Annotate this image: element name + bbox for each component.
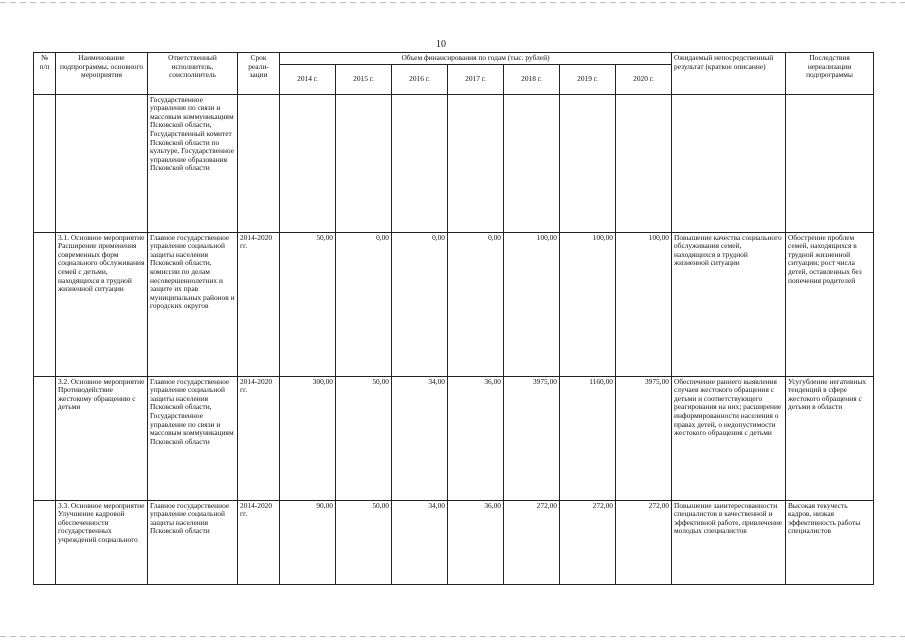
- header-consequences: Последствия нереализации подпрограммы: [786, 53, 874, 95]
- header-year-2020: 2020 г.: [616, 64, 672, 94]
- row-value-2016: 34,00: [392, 500, 448, 584]
- header-year-2016: 2016 г.: [392, 64, 448, 94]
- scan-edge-top: [0, 2, 905, 3]
- row-value-2018: 100,00: [504, 232, 560, 376]
- row-consequences: [786, 94, 874, 232]
- row-expected: Повышение заинтересованности специалистов в качественной и эффективной работе, привлечение молодых специалистов: [672, 500, 786, 584]
- row-responsible: Государственное управление по связи и массовым коммуникациям Псковской области, Государственный комитет Псковской области по культуре, Государственное управление образования Псковской области: [148, 94, 238, 232]
- row-value-2018: 272,00: [504, 500, 560, 584]
- funding-table-container: [33, 52, 874, 585]
- row-value-2014: 90,00: [280, 500, 336, 584]
- row-term: [238, 94, 280, 232]
- row-value-2019: 272,00: [560, 500, 616, 584]
- row-term: 2014-2020 гг.: [238, 500, 280, 584]
- header-year-2014: 2014 г.: [280, 64, 336, 94]
- row-term: 2014-2020 гг.: [238, 232, 280, 376]
- row-value-2020: 272,00: [616, 500, 672, 584]
- header-year-2017: 2017 г.: [448, 64, 504, 94]
- row-term: 2014-2020 гг.: [238, 376, 280, 500]
- row-value-2014: 50,00: [280, 232, 336, 376]
- row-value-2020: [616, 94, 672, 232]
- scan-edge-bottom: [0, 636, 905, 637]
- table-row: [34, 500, 874, 584]
- row-value-2016: 34,00: [392, 376, 448, 500]
- row-consequences: Высокая текучесть кадров, низкая эффективность работы специалистов: [786, 500, 874, 584]
- page-number: 10: [436, 39, 446, 50]
- row-value-2017: 0,00: [448, 232, 504, 376]
- header-year-2018: 2018 г.: [504, 64, 560, 94]
- row-name: 3.3. Основное мероприятие Улучшение кадровой обеспеченности государственных учреждений социального: [56, 500, 148, 584]
- header-funding: Объем финансирования по годам (тыс. рублей): [280, 53, 672, 65]
- row-num: [34, 94, 56, 232]
- row-name: 3.2. Основное мероприятие Противодействие жестокому обращению с детьми: [56, 376, 148, 500]
- row-value-2017: [448, 94, 504, 232]
- row-value-2015: 50,00: [336, 500, 392, 584]
- row-value-2019: 1160,00: [560, 376, 616, 500]
- row-responsible: Главное государственное управление социальной защиты населения Псковской области: [148, 500, 238, 584]
- header-expected: Ожидаемый непосредственный результат (краткое описание): [672, 53, 786, 95]
- row-value-2016: [392, 94, 448, 232]
- row-expected: Повышение качества социального обслуживания семей, находящихся в трудной жизненной ситуации: [672, 232, 786, 376]
- row-responsible: Главное государственное управление социальной защиты населения Псковской области, Государственное управление по связи и массовым коммуникациям Псковской области: [148, 376, 238, 500]
- row-responsible: Главное государственное управление социальной защиты населения Псковской области, комиссии по делам несовершеннолетних и защите их прав муниципальных районов и городских округов: [148, 232, 238, 376]
- row-name: 3.1. Основное мероприятие Расширение применения современных форм социального обслуживания семей с детьми, находящихся в трудной жизненной ситуации: [56, 232, 148, 376]
- header-responsible: Ответственный исполнитель, соисполнитель: [148, 53, 238, 95]
- row-value-2020: 3975,00: [616, 376, 672, 500]
- table-row: [34, 94, 874, 232]
- row-value-2017: 36,00: [448, 376, 504, 500]
- row-value-2016: 0,00: [392, 232, 448, 376]
- header-num: № п/п: [34, 53, 56, 95]
- row-expected: Обеспечение раннего выявления случаев жестокого обращения с детьми и соответствующего реагирования на них; расширение информированности населения о правах детей, о недопустимости жестокого обращения с детьми: [672, 376, 786, 500]
- row-num: [34, 232, 56, 376]
- row-value-2017: 36,00: [448, 500, 504, 584]
- row-value-2019: 100,00: [560, 232, 616, 376]
- row-name: [56, 94, 148, 232]
- row-expected: [672, 94, 786, 232]
- row-value-2015: 50,00: [336, 376, 392, 500]
- row-num: [34, 500, 56, 584]
- funding-table: [33, 52, 874, 585]
- row-value-2015: 0,00: [336, 232, 392, 376]
- row-consequences: Обострение проблем семей, находящихся в трудной жизненной ситуации; рост числа детей, оставленных без попечения родителей: [786, 232, 874, 376]
- row-consequences: Усугубление негативных тенденций в сфере жестокого обращения с детьми в области: [786, 376, 874, 500]
- row-value-2020: 100,00: [616, 232, 672, 376]
- row-value-2015: [336, 94, 392, 232]
- table-row: [34, 232, 874, 376]
- header-year-2019: 2019 г.: [560, 64, 616, 94]
- row-num: [34, 376, 56, 500]
- header-name: Наименование подпрограммы, основного мероприятия: [56, 53, 148, 95]
- table-row: [34, 376, 874, 500]
- header-term: Срок реали-зации: [238, 53, 280, 95]
- row-value-2019: [560, 94, 616, 232]
- row-value-2018: [504, 94, 560, 232]
- row-value-2018: 3975,00: [504, 376, 560, 500]
- row-value-2014: 300,00: [280, 376, 336, 500]
- header-year-2015: 2015 г.: [336, 64, 392, 94]
- row-value-2014: [280, 94, 336, 232]
